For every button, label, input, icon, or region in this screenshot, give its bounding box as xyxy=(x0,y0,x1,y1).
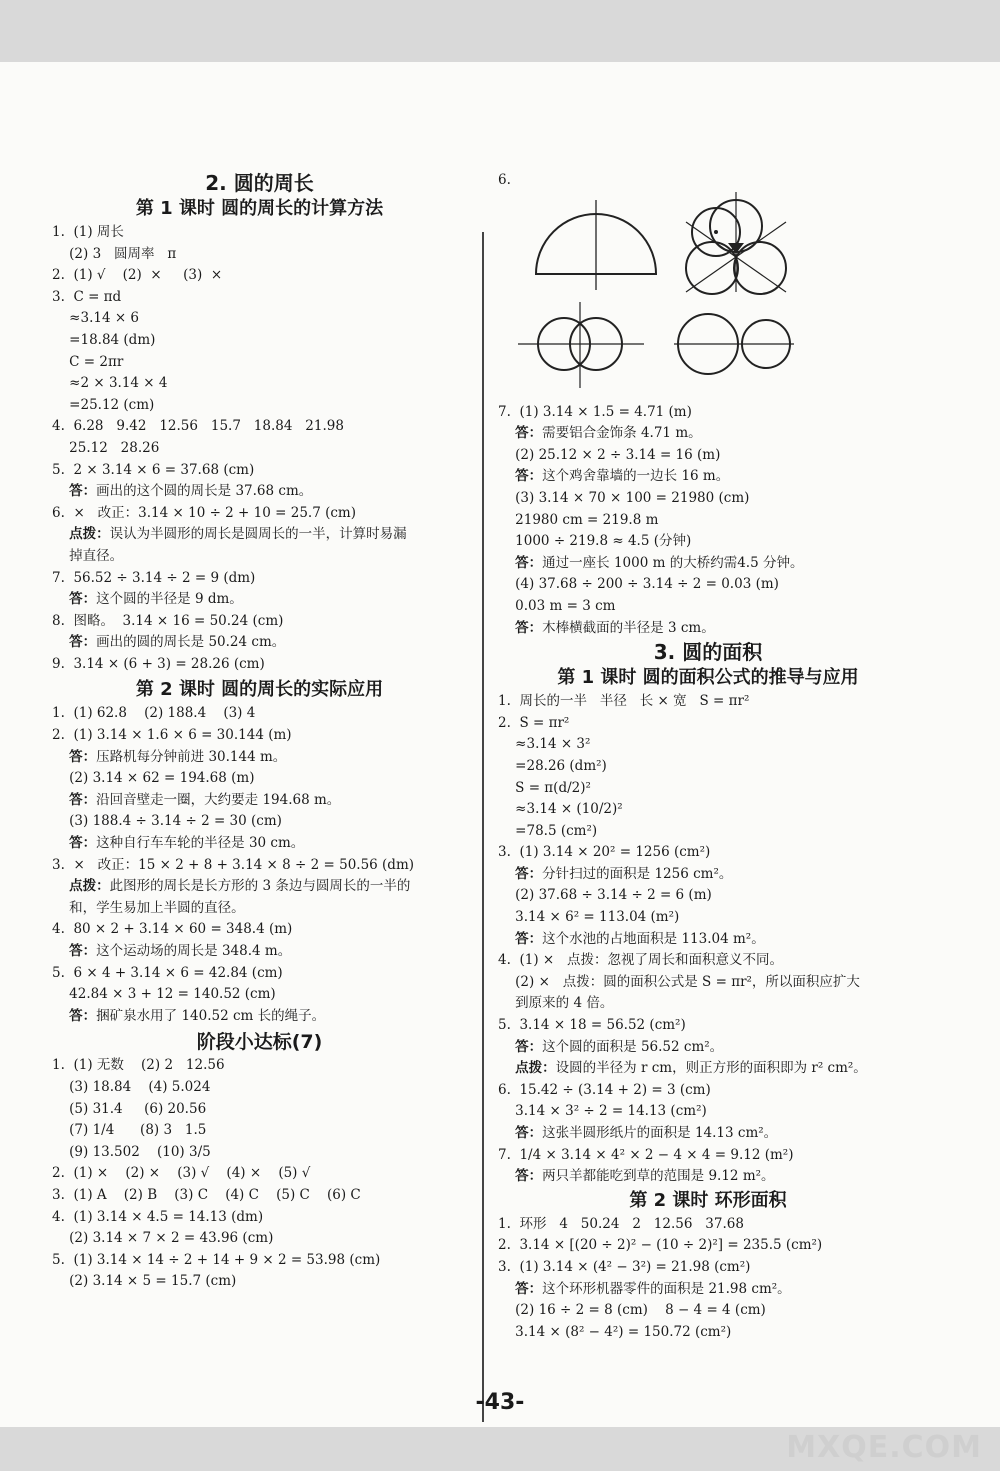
stage-test-answers xyxy=(52,1055,467,1293)
answer-line: 和，学生易加上半圆的直径。 xyxy=(52,899,245,916)
answer-line: (3) 3.14 × 70 × 100 = 21980 (cm) xyxy=(498,489,750,506)
answer-line: (5) 31.4 (6) 20.56 xyxy=(52,1100,207,1117)
answer-line: =25.12 (cm) xyxy=(52,396,155,413)
answer-line: 3.14 × 6² = 113.04 (m²) xyxy=(498,909,680,926)
answer-line: 42.84 × 3 + 12 = 140.52 (cm) xyxy=(52,986,276,1003)
answer-line: 答：捆矿泉水用了 140.52 cm 长的绳子。 xyxy=(69,1007,326,1024)
question-6-label: 6. xyxy=(498,172,511,188)
answer-line: 答：沿回音壁走一圈，大约要走 194.68 m。 xyxy=(69,791,341,808)
overlapping-circles-figure xyxy=(518,302,644,388)
answer-line: 答：压路机每分钟前进 30.144 m。 xyxy=(69,748,287,765)
answer-line: 5. (1) 3.14 × 14 ÷ 2 + 14 + 9 × 2 = 53.98 (cm) xyxy=(52,1251,381,1268)
lesson3-answers xyxy=(498,691,918,1188)
answer-line: 点拨：此图形的周长是长方形的 3 条边与圆周长的一半的 xyxy=(69,878,411,895)
answer-line: 掉直径。 xyxy=(52,547,124,564)
answer-line: ≈2 × 3.14 × 4 xyxy=(52,375,168,392)
answer-line: 7. (1) 3.14 × 1.5 = 4.71 (m) xyxy=(498,403,692,420)
answer-line: 答：分针扫过的面积是 1256 cm²。 xyxy=(515,865,733,882)
answer-line: 2. 3.14 × [(20 ÷ 2)² − (10 ÷ 2)²] = 235.5 (cm²) xyxy=(498,1237,823,1254)
section-title-area: 3. 圆的面积 xyxy=(653,640,763,665)
answer-line: 答：这个圆的半径是 9 dm。 xyxy=(69,591,243,608)
answer-line: (3) 188.4 ÷ 3.14 ÷ 2 = 30 (cm) xyxy=(52,813,282,830)
answer-line: 9. 3.14 × (6 + 3) = 28.26 (cm) xyxy=(52,655,265,672)
section-title-circumference: 2. 圆的周长 xyxy=(205,171,314,195)
answer-line: 3.14 × 3² ÷ 2 = 14.13 (cm²) xyxy=(498,1103,707,1120)
answer-line: 答：木棒横截面的半径是 3 cm。 xyxy=(515,619,715,636)
answer-line: (9) 13.502 (10) 3/5 xyxy=(52,1143,211,1160)
answer-line: =18.84 (dm) xyxy=(52,331,156,348)
answer-line: (3) 18.84 (4) 5.024 xyxy=(52,1078,211,1095)
answer-line: 8. 图略。 3.14 × 16 = 50.24 (cm) xyxy=(52,612,284,629)
answer-line: 21980 cm = 219.8 m xyxy=(498,511,659,528)
answer-line: 答：这个运动场的周长是 348.4 m。 xyxy=(69,943,292,959)
circle-figures xyxy=(498,192,918,392)
column-divider xyxy=(482,232,484,1422)
answer-line: =28.26 (dm²) xyxy=(498,757,607,774)
answer-line: 5. 2 × 3.14 × 6 = 37.68 (cm) xyxy=(52,461,255,478)
answer-line: ≈3.14 × (10/2)² xyxy=(498,801,623,818)
answer-line: 2. S = πr² xyxy=(498,714,570,731)
lesson1-answers xyxy=(52,222,467,675)
question-7-answers xyxy=(498,402,918,640)
answer-line: (2) × 点拨：圆的面积公式是 S = πr²，所以面积应扩大 xyxy=(498,973,860,990)
answer-line: 答：通过一座长 1000 m 的大桥约需4.5 分钟。 xyxy=(515,554,804,571)
answer-line: 4. (1) 3.14 × 4.5 = 14.13 (dm) xyxy=(52,1208,264,1225)
answer-line: 7. 56.52 ÷ 3.14 ÷ 2 = 9 (dm) xyxy=(52,569,256,586)
answer-line: 答：画出的圆的周长是 50.24 cm。 xyxy=(69,634,286,651)
answer-line: 4. 6.28 9.42 12.56 15.7 18.84 21.98 xyxy=(52,418,344,435)
answer-page xyxy=(0,62,1000,1427)
answer-line: ≈3.14 × 6 xyxy=(52,310,140,327)
answer-line: 答：这个圆的面积是 56.52 cm²。 xyxy=(515,1038,724,1055)
lesson4-title: 第 2 课时 环形面积 xyxy=(629,1189,787,1211)
answer-line: (7) 1/4 (8) 3 1.5 xyxy=(52,1122,207,1139)
answer-line: 答：这张半圆形纸片的面积是 14.13 cm²。 xyxy=(515,1125,778,1141)
answer-line: 3. (1) 3.14 × 20² = 1256 (cm²) xyxy=(498,844,711,861)
answer-line: 答：这种自行车车轮的半径是 30 cm。 xyxy=(69,835,305,852)
answer-line: 1. 环形 4 50.24 2 12.56 37.68 xyxy=(498,1215,744,1232)
answer-line: C = 2πr xyxy=(52,353,124,370)
stage-test-title: 阶段小达标(7) xyxy=(196,1031,323,1054)
answer-line: 2. (1) × (2) × (3) √ (4) × (5) √ xyxy=(52,1165,311,1182)
answer-line: 答：两只羊都能吃到草的范围是 9.12 m²。 xyxy=(515,1168,775,1185)
answer-line: 0.03 m = 3 cm xyxy=(498,597,616,614)
answer-line: (2) 25.12 × 2 ÷ 3.14 = 16 (m) xyxy=(498,446,721,463)
two-circles-figure xyxy=(674,314,794,374)
site-watermark: MXQE.COM xyxy=(786,1430,982,1465)
left-column xyxy=(52,170,467,1293)
right-column xyxy=(498,170,918,1343)
answer-line: 4. 80 × 2 + 3.14 × 60 = 348.4 (m) xyxy=(52,921,293,938)
answer-line: 3. (1) A (2) B (3) C (4) C (5) C (6) C xyxy=(52,1186,361,1203)
answer-line: 1. (1) 62.8 (2) 188.4 (3) 4 xyxy=(52,705,256,722)
answer-line: 点拨：设圆的半径为 r cm，则正方形的面积即为 r² cm²。 xyxy=(515,1060,867,1077)
answer-line: 答：画出的这个圆的周长是 37.68 cm。 xyxy=(69,483,313,500)
answer-line: 25.12 28.26 xyxy=(52,439,160,456)
answer-line: 3.14 × (8² − 4²) = 150.72 (cm²) xyxy=(498,1323,732,1340)
answer-line: 答：这个鸡舍靠墙的一边长 16 m。 xyxy=(515,468,730,485)
answer-line: 到原来的 4 倍。 xyxy=(498,995,614,1012)
answer-line: 答：这个环形机器零件的面积是 21.98 cm²。 xyxy=(515,1280,791,1297)
answer-line: (2) 37.68 ÷ 3.14 ÷ 2 = 6 (m) xyxy=(498,887,712,904)
answer-line: 1. 周长的一半 半径 长 × 宽 S = πr² xyxy=(498,693,750,710)
answer-line: 7. 1/4 × 3.14 × 4² × 2 − 4 × 4 = 9.12 (m²) xyxy=(498,1146,794,1163)
answer-line: 答：这个水池的占地面积是 113.04 m²。 xyxy=(515,930,765,947)
answer-line: (2) 3 圆周率 π xyxy=(52,245,177,262)
answer-line: 3. (1) 3.14 × (4² − 3²) = 21.98 (cm²) xyxy=(498,1258,751,1275)
answer-line: (2) 3.14 × 5 = 15.7 (cm) xyxy=(52,1273,237,1290)
answer-line: 1. (1) 周长 xyxy=(52,224,124,240)
answer-line: 6. 15.42 ÷ (3.14 + 2) = 3 (cm) xyxy=(498,1081,711,1098)
answer-line: S = π(d/2)² xyxy=(498,779,591,796)
page-number: -43- xyxy=(475,1390,525,1415)
answer-line: (2) 3.14 × 62 = 194.68 (m) xyxy=(52,770,255,787)
answer-line: 6. × 改正：3.14 × 10 ÷ 2 + 10 = 25.7 (cm) xyxy=(52,504,356,521)
answer-line: 答：需要铝合金饰条 4.71 m。 xyxy=(515,425,702,442)
answer-line: 4. (1) × 点拨：忽视了周长和面积意义不同。 xyxy=(498,952,784,969)
answer-line: 5. 3.14 × 18 = 56.52 (cm²) xyxy=(498,1017,686,1034)
answer-line: 2. (1) √ (2) × (3) × xyxy=(52,267,223,284)
three-circles-figure xyxy=(690,208,740,264)
lesson2-answers xyxy=(52,703,467,1027)
answer-line: 2. (1) 3.14 × 1.6 × 6 = 30.144 (m) xyxy=(52,727,292,744)
answer-line: (2) 16 ÷ 2 = 8 (cm) 8 − 4 = 4 (cm) xyxy=(498,1302,766,1319)
answer-line: 点拨：误认为半圆形的周长是圆周长的一半，计算时易漏 xyxy=(69,526,407,543)
answer-line: 3. C = πd xyxy=(52,288,122,305)
answer-line: ≈3.14 × 3² xyxy=(498,736,591,753)
lesson3-title: 第 1 课时 圆的面积公式的推导与应用 xyxy=(557,667,859,689)
answer-line: =78.5 (cm²) xyxy=(498,822,598,839)
lesson1-title: 第 1 课时 圆的周长的计算方法 xyxy=(135,198,384,219)
lesson2-title: 第 2 课时 圆的周长的实际应用 xyxy=(135,679,384,701)
answer-line: (4) 37.68 ÷ 200 ÷ 3.14 ÷ 2 = 0.03 (m) xyxy=(498,576,779,593)
answer-line: (2) 3.14 × 7 × 2 = 43.96 (cm) xyxy=(52,1230,274,1247)
answer-line: 5. 6 × 4 + 3.14 × 6 = 42.84 (cm) xyxy=(52,964,283,981)
question-6-figures xyxy=(498,192,918,402)
answer-line: 1. (1) 无数 (2) 2 12.56 xyxy=(52,1057,225,1074)
answer-line: 1000 ÷ 219.8 ≈ 4.5 (分钟) xyxy=(498,533,692,550)
lesson4-answers xyxy=(498,1214,918,1344)
answer-line: 3. × 改正：15 × 2 + 8 + 3.14 × 8 ÷ 2 = 50.56 (dm) xyxy=(52,856,415,873)
